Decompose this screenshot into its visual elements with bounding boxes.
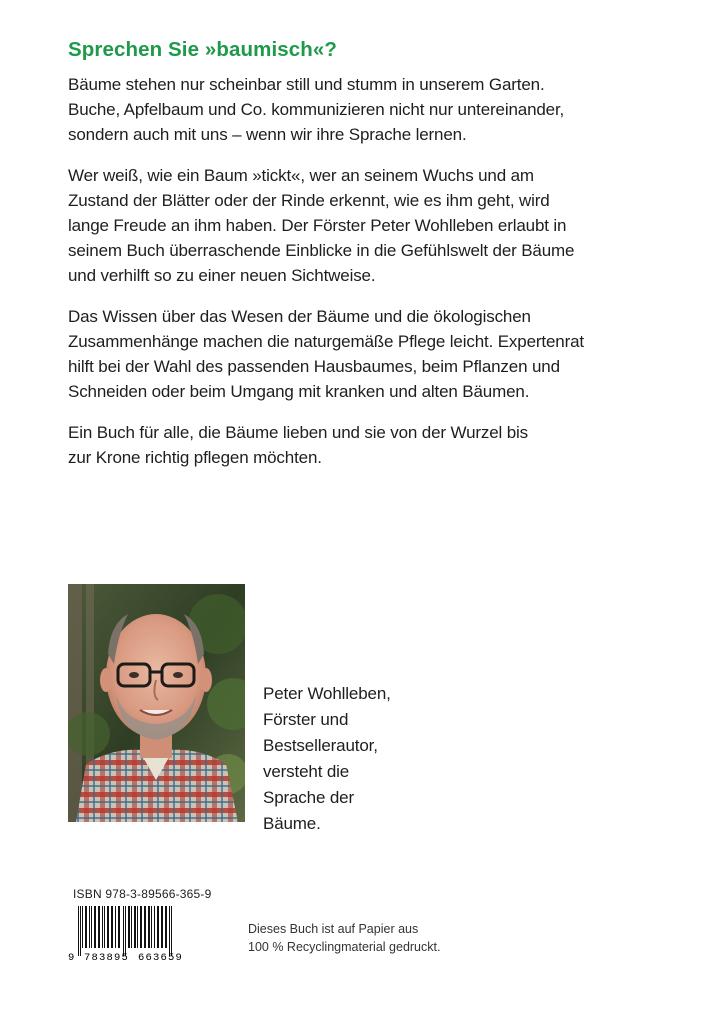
barcode-bar xyxy=(80,906,81,956)
text-line: Zusammenhänge machen die naturgemäße Pflege leicht. Expertenrat xyxy=(68,332,584,351)
barcode-right-digits: 663659 xyxy=(138,952,184,962)
isbn-label: ISBN 978-3-89566-365-9 xyxy=(73,887,212,901)
author-caption xyxy=(263,681,391,837)
barcode-bar xyxy=(140,906,142,948)
barcode-bar xyxy=(91,906,92,948)
barcode-bar xyxy=(82,906,83,948)
text-line: Ein Buch für alle, die Bäume lieben und sie von der Wurzel bis xyxy=(68,423,529,442)
caption-line: Bestsellerautor, xyxy=(263,736,378,755)
text-line: zur Krone richtig pflegen möchten. xyxy=(68,448,322,467)
text-line: Schneiden oder beim Umgang mit kranken und alten Bäumen. xyxy=(68,382,530,401)
barcode-bar xyxy=(89,906,90,948)
barcode-bar xyxy=(144,906,146,948)
headline: Sprechen Sie »baumisch«? xyxy=(68,38,337,61)
barcode-bar xyxy=(134,906,136,948)
paragraph-2 xyxy=(68,163,668,288)
barcode-bar xyxy=(111,906,113,948)
barcode-bar xyxy=(98,906,100,948)
text-line: Wer weiß, wie ein Baum »tickt«, wer an seinem Wuchs und am xyxy=(68,166,534,185)
caption-line: Peter Wohlleben, xyxy=(263,684,391,703)
text-line: Bäume stehen nur scheinbar still und stumm in unserem Garten. xyxy=(68,75,545,94)
paper-note xyxy=(248,920,440,956)
barcode-bar xyxy=(115,906,116,948)
text-line: Das Wissen über das Wesen der Bäume und die ökologischen xyxy=(68,307,531,326)
barcode-bar xyxy=(151,906,152,948)
barcode-lead-digit: 9 xyxy=(68,952,75,962)
barcode-bar xyxy=(154,906,155,948)
back-cover-text xyxy=(68,38,668,486)
barcode-bar xyxy=(169,906,170,956)
paper-note-line: 100 % Recyclingmaterial gedruckt. xyxy=(248,940,441,954)
barcode-bar xyxy=(125,906,126,956)
caption-line: Sprache der xyxy=(263,788,354,807)
barcode-bar xyxy=(131,906,132,948)
barcode-bar xyxy=(171,906,172,956)
text-line: sondern auch mit uns – wenn wir ihre Sprache lernen. xyxy=(68,125,467,144)
paragraph-3 xyxy=(68,304,668,404)
barcode-bar xyxy=(104,906,105,948)
barcode-bar xyxy=(78,906,79,956)
text-line: Buche, Apfelbaum und Co. kommunizieren nicht nur untereinander, xyxy=(68,100,565,119)
caption-line: Förster und xyxy=(263,710,349,729)
caption-line: versteht die xyxy=(263,762,350,781)
text-line: Zustand der Blätter oder der Rinde erkennt, wie es ihm geht, wird xyxy=(68,191,550,210)
text-line: lange Freude an ihm haben. Der Förster Peter Wohlleben erlaubt in xyxy=(68,216,567,235)
caption-line: Bäume. xyxy=(263,814,321,833)
barcode-bar xyxy=(85,906,87,948)
barcode-bar xyxy=(107,906,109,948)
paragraph-1 xyxy=(68,72,668,147)
barcode-left-digits: 783895 xyxy=(84,952,130,962)
barcode-bar xyxy=(148,906,150,948)
barcode-bar xyxy=(165,906,167,948)
barcode-bar xyxy=(157,906,159,948)
barcode-bars xyxy=(78,906,172,956)
paragraph-4 xyxy=(68,420,668,470)
barcode-bar xyxy=(102,906,103,948)
paper-note-line: Dieses Buch ist auf Papier aus xyxy=(248,922,419,936)
barcode-bar xyxy=(137,906,138,948)
barcode-bar xyxy=(123,906,124,956)
author-photo xyxy=(68,584,245,822)
text-line: und verhilft so zu einer neuen Sichtweise. xyxy=(68,266,376,285)
text-line: hilft bei der Wahl des passenden Hausbaumes, beim Pflanzen und xyxy=(68,357,560,376)
barcode-bar xyxy=(128,906,130,948)
text-line: seinem Buch überraschende Einblicke in die Gefühlswelt der Bäume xyxy=(68,241,575,260)
barcode-bar xyxy=(161,906,163,948)
barcode-bar xyxy=(118,906,120,948)
barcode xyxy=(68,906,196,962)
barcode-bar xyxy=(94,906,96,948)
